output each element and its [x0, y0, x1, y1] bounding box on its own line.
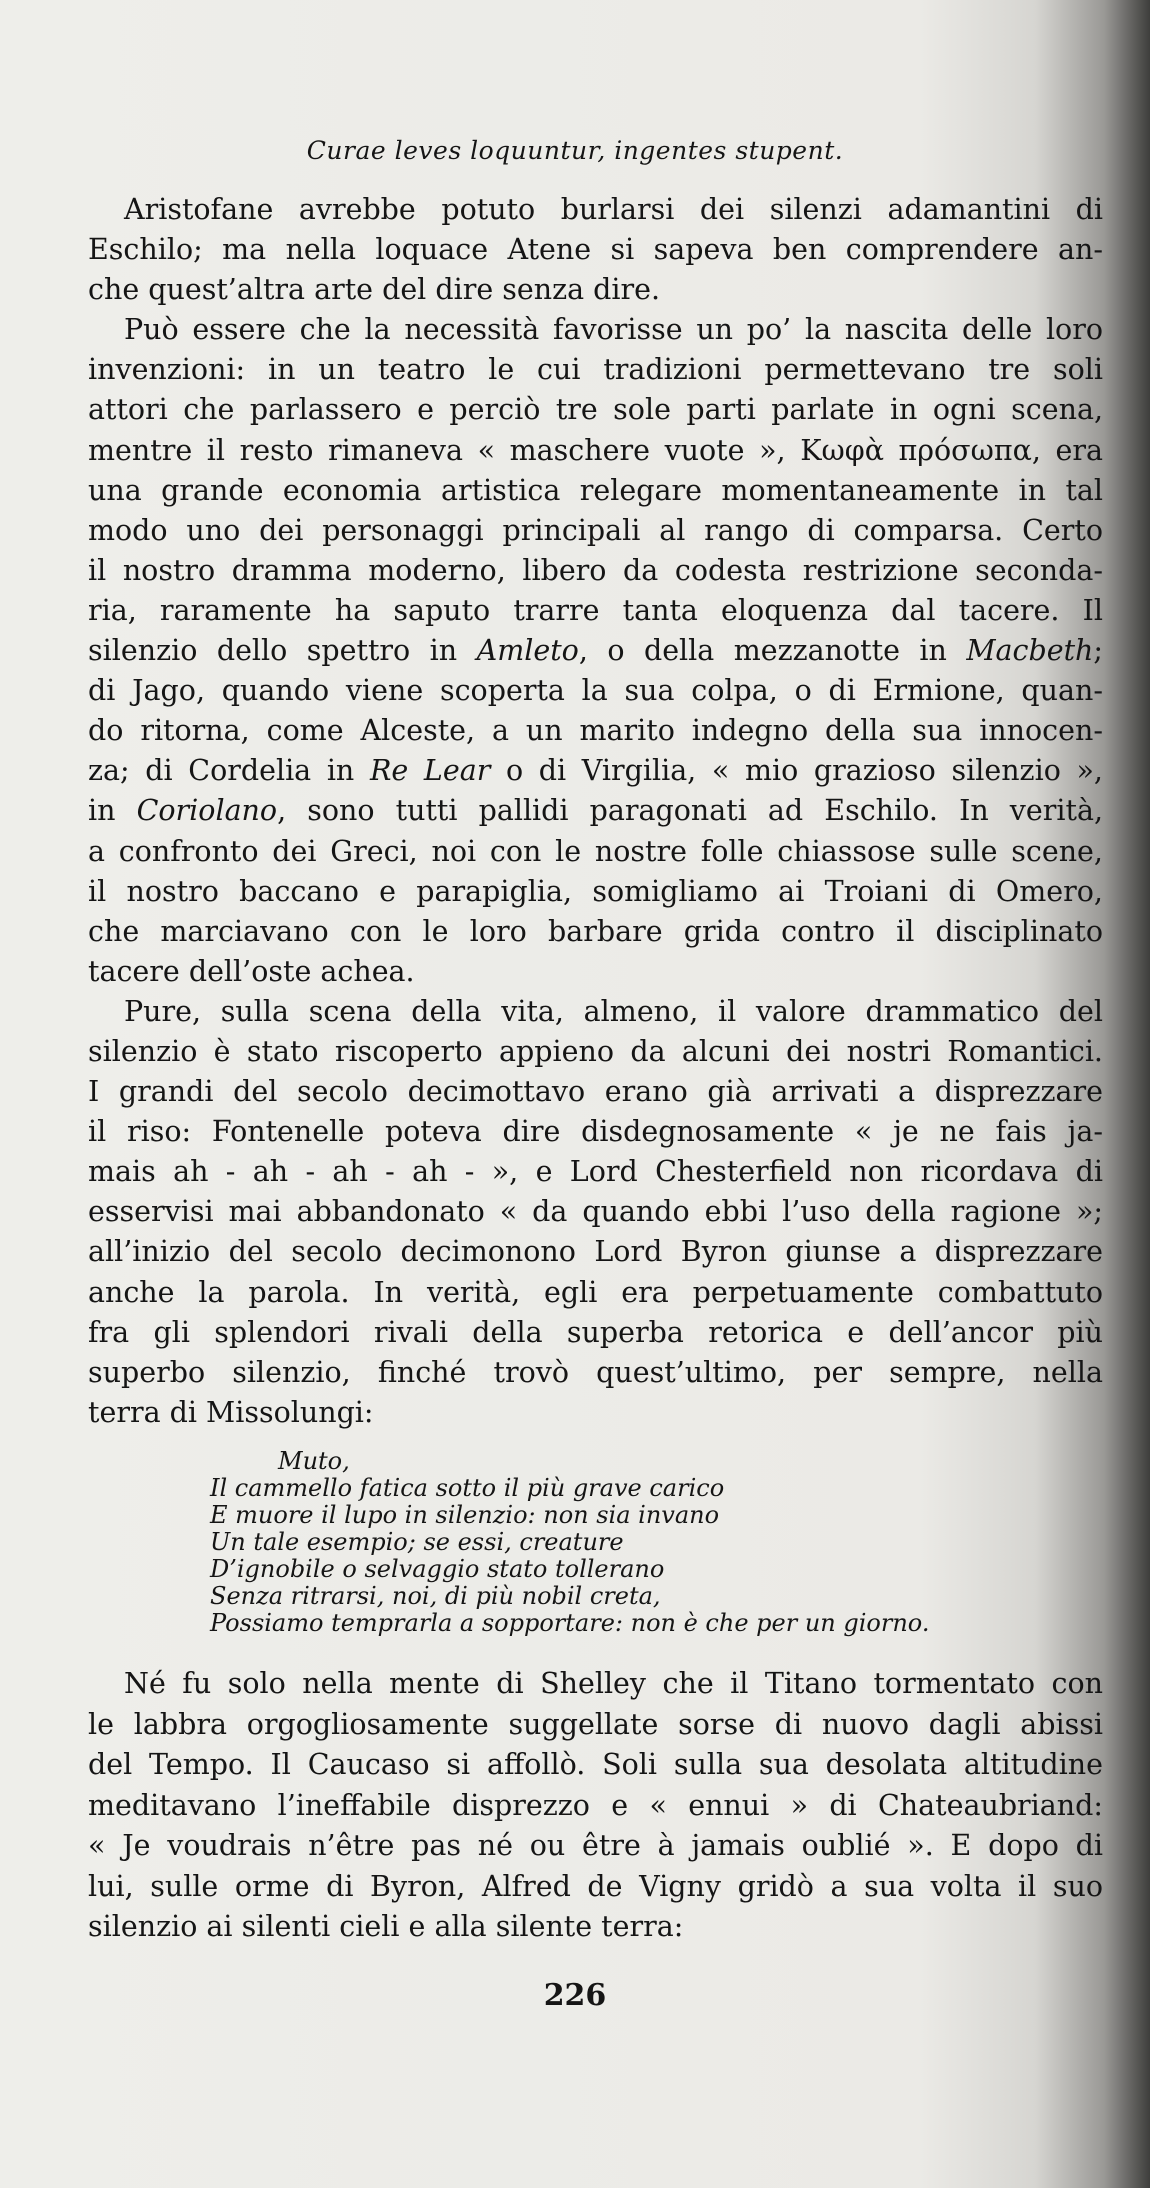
- greek-phrase: Κωφὰ πρόσωπα: [800, 433, 1032, 467]
- text-line: invenzioni: in un teatro le cui tradizioni permettevano tre soli: [88, 353, 1103, 387]
- text-fragment: o di Virgilia, « mio grazioso silenzio »,: [490, 754, 1103, 788]
- paragraph-4: [88, 1664, 1103, 1948]
- text-line: tacere dell’oste achea.: [88, 954, 415, 988]
- text-line: [88, 431, 1103, 471]
- paragraph-1: [88, 190, 1103, 310]
- text-line: [88, 751, 1103, 791]
- text-fragment: , sono tutti pallidi paragonati ad Eschilo. In verità,: [277, 794, 1104, 828]
- text-fragment: silenzio dello spettro in: [88, 634, 477, 668]
- text-line: che quest’altra arte del dire senza dire.: [88, 273, 661, 307]
- text-line: silenzio è stato riscoperto appieno da alcuni dei nostri Romantici.: [88, 1034, 1103, 1068]
- text-line: Pure, sulla scena della vita, almeno, il valore drammatico del: [124, 994, 1103, 1028]
- text-line: del Tempo. Il Caucaso si affollò. Soli sulla sua desolata altitudine: [88, 1748, 1103, 1781]
- text-line: silenzio ai silenti cieli e alla silente terra:: [88, 1910, 684, 1943]
- verse-line: D’ignobile o selvaggio stato tollerano: [210, 1555, 665, 1583]
- text-line: attori che parlassero e perciò tre sole parti parlate in ogni scena,: [88, 393, 1103, 427]
- text-line: I grandi del secolo decimottavo erano già arrivati a disprezzare: [88, 1075, 1103, 1109]
- text-line: do ritorna, come Alceste, a un marito indegno della sua innocen-: [88, 714, 1103, 748]
- text-line: all’inizio del secolo decimonono Lord Byron giunse a disprezzare: [88, 1235, 1103, 1269]
- text-line: Aristofane avrebbe potuto burlarsi dei silenzi adamantini di: [124, 193, 1103, 226]
- text-line: modo uno dei personaggi principali al rango di comparsa. Certo: [88, 513, 1103, 547]
- text-line: « Je voudrais n’être pas né ou être à jamais oublié ». E dopo di: [88, 1829, 1103, 1862]
- text-fragment: , era: [1031, 433, 1104, 467]
- text-line: il nostro baccano e parapiglia, somigliamo ai Troiani di Omero,: [88, 874, 1103, 908]
- verse-line: Muto,: [278, 1447, 350, 1475]
- paragraph-2: [88, 310, 1103, 992]
- text-line: Né fu solo nella mente di Shelley che il Titano tormentato con: [124, 1667, 1103, 1700]
- running-head: Curae leves loquuntur, ingentes stupent.: [306, 136, 844, 165]
- body-text-lower: [88, 1664, 1103, 1948]
- verse-line: Il cammello fatica sotto il più grave carico: [210, 1474, 725, 1502]
- text-line: Eschilo; ma nella loquace Atene si sapeva ben comprendere an-: [88, 233, 1103, 267]
- title-macbeth: Macbeth: [966, 634, 1094, 668]
- text-fragment: ;: [1093, 634, 1104, 668]
- text-line: fra gli splendori rivali della superba retorica e dell’ancor più: [88, 1315, 1103, 1349]
- verse-quotation: [210, 1448, 929, 1637]
- text-line: superbo silenzio, finché trovò quest’ultimo, per sempre, nella: [88, 1355, 1103, 1389]
- text-line: [88, 791, 1103, 831]
- text-fragment: mentre il resto rimaneva « maschere vuote »,: [88, 433, 801, 467]
- paragraph-3: [88, 992, 1103, 1433]
- text-line: terra di Missolungi:: [88, 1395, 374, 1429]
- verse-line: Possiamo temprarla a sopportare: non è che per un giorno.: [210, 1609, 930, 1637]
- text-fragment: , o della mezzanotte in: [578, 634, 967, 668]
- text-line: anche la parola. In verità, egli era perpetuamente combattuto: [88, 1275, 1103, 1309]
- text-line: lui, sulle orme di Byron, Alfred de Vigny gridò a sua volta il suo: [88, 1869, 1103, 1903]
- text-line: a confronto dei Greci, noi con le nostre folle chiassose sulle scene,: [88, 834, 1103, 868]
- text-line: [88, 631, 1103, 671]
- verse-line: Senza ritrarsi, noi, di più nobil creta,: [210, 1582, 661, 1610]
- text-line: una grande economia artistica relegare momentaneamente in tal: [88, 473, 1103, 507]
- body-text-upper: [88, 190, 1103, 1433]
- text-line: esservisi mai abbandonato « da quando ebbi l’uso della ragione »;: [88, 1195, 1103, 1229]
- title-re-lear: Re Lear: [369, 754, 491, 788]
- text-fragment: in: [88, 794, 137, 828]
- text-line: le labbra orgogliosamente suggellate sorse di nuovo dagli abissi: [88, 1707, 1103, 1741]
- text-line: che marciavano con le loro barbare grida contro il disciplinato: [88, 914, 1103, 948]
- text-fragment: za; di Cordelia in: [88, 754, 370, 788]
- text-line: Può essere che la necessità favorisse un po’ la nascita delle loro: [124, 313, 1103, 347]
- title-coriolano: Coriolano: [136, 794, 278, 828]
- page-number: 226: [543, 1978, 607, 2013]
- verse-line: E muore il lupo in silenzio: non sia invano: [210, 1501, 720, 1529]
- text-line: il riso: Fontenelle poteva dire disdegnosamente « je ne fais ja-: [88, 1115, 1103, 1149]
- text-line: il nostro dramma moderno, libero da codesta restrizione seconda-: [88, 553, 1103, 587]
- text-line: ria, raramente ha saputo trarre tanta eloquenza dal tacere. Il: [88, 593, 1103, 627]
- text-line: mais ah - ah - ah - ah - », e Lord Chesterfield non ricordava di: [88, 1155, 1103, 1189]
- text-line: meditavano l’ineffabile disprezzo e « ennui » di Chateaubriand:: [88, 1788, 1103, 1822]
- text-line: di Jago, quando viene scoperta la sua colpa, o di Ermione, quan-: [88, 674, 1103, 708]
- verse-line: Un tale esempio; se essi, creature: [210, 1528, 624, 1556]
- title-amleto: Amleto: [476, 634, 579, 668]
